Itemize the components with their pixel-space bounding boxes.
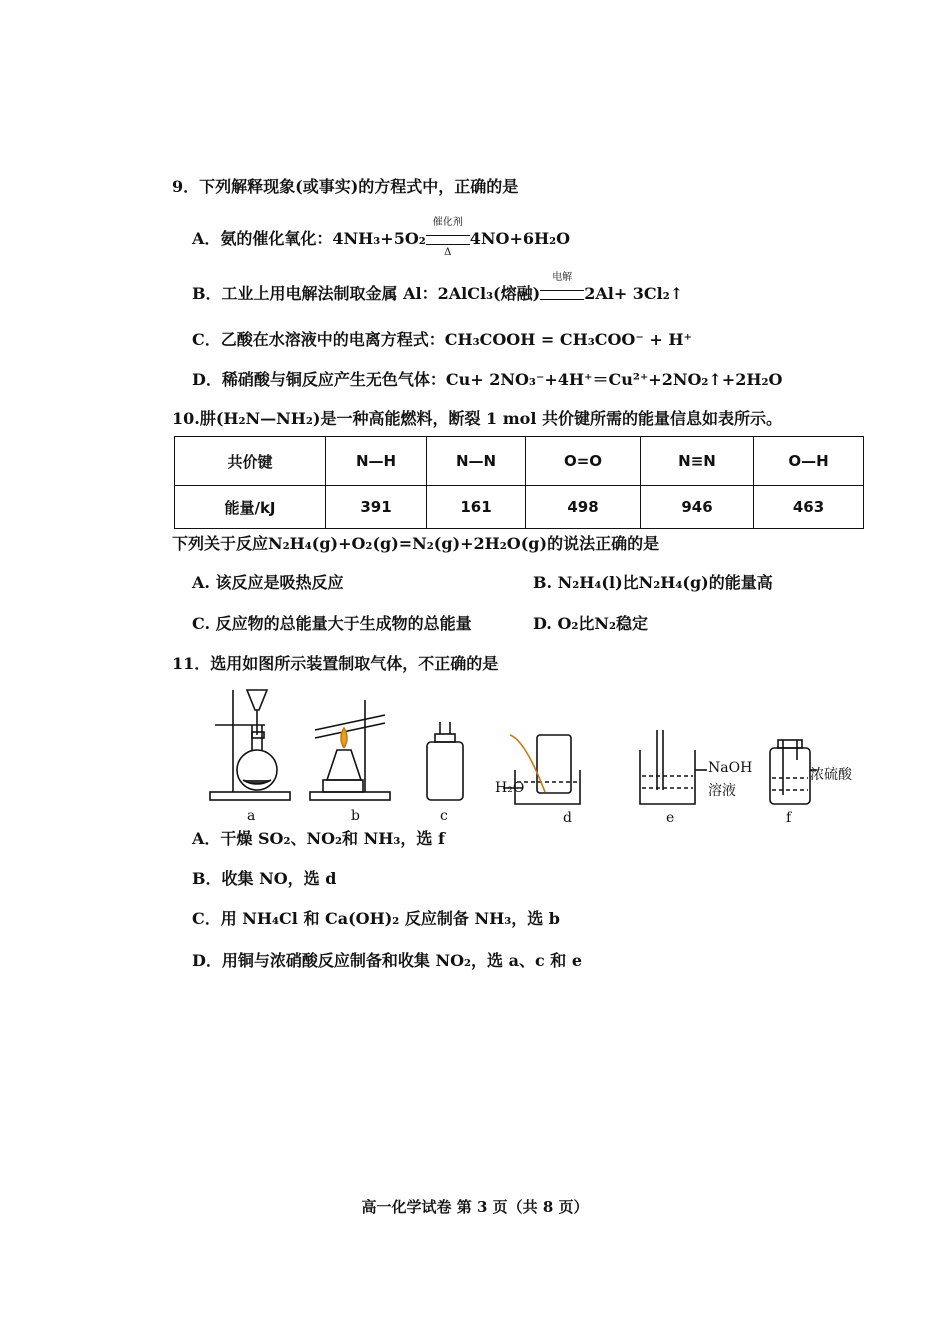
q11-option-b: B．收集 NO，选 d	[192, 869, 337, 888]
q10-option-d: D. O₂比N₂稳定	[533, 614, 649, 633]
table-cell: 391	[326, 486, 427, 529]
figure-label-b: b	[351, 808, 360, 824]
water-label: H₂O	[495, 780, 525, 796]
table-cell: 946	[641, 486, 754, 529]
page-footer: 高一化学试卷 第 3 页（共 8 页）	[361, 1198, 589, 1216]
figure-label-d: d	[563, 810, 572, 826]
table-cell: N—H	[326, 437, 427, 486]
q11-option-c: C．用 NH₄Cl 和 Ca(OH)₂ 反应制备 NH₃，选 b	[192, 909, 560, 928]
bond-energy-table	[174, 436, 864, 529]
apparatus-figure	[205, 680, 885, 830]
figure-label-f: f	[786, 810, 792, 826]
table-row	[175, 486, 864, 529]
equals-bar	[540, 290, 584, 300]
reaction-condition	[540, 272, 584, 305]
q9-b-text: B．工业上用电解法制取金属 Al：2AlCl₃(熔融)	[192, 284, 541, 303]
solution-label: 溶液	[708, 783, 736, 799]
reaction-condition	[426, 217, 470, 258]
figure-label-a: a	[247, 808, 256, 824]
q10-option-b: B. N₂H₄(l)比N₂H₄(g)的能量高	[533, 573, 773, 592]
q10-stem: 10.肼(H₂N—NH₂)是一种高能燃料，断裂 1 mol 共价键所需的能量信息如表所示。	[172, 409, 783, 428]
table-cell: 463	[754, 486, 864, 529]
q9-stem: 9．下列解释现象(或事实)的方程式中，正确的是	[172, 177, 519, 196]
electrolysis-label: 电解	[552, 272, 573, 283]
table-cell: 共价键	[175, 437, 326, 486]
table-cell: N≡N	[641, 437, 754, 486]
table-header-row	[175, 437, 864, 486]
q10-option-c: C. 反应物的总能量大于生成物的总能量	[192, 614, 472, 633]
q9-option-b	[192, 272, 684, 305]
q11-option-a: A．干燥 SO₂、NO₂和 NH₃，选 f	[192, 829, 445, 848]
table-cell: 161	[427, 486, 526, 529]
naoh-label: NaOH	[708, 760, 753, 776]
q10-sub-stem: 下列关于反应N₂H₄(g)+O₂(g)=N₂(g)+2H₂O(g)的说法正确的是	[172, 534, 660, 553]
q11-stem: 11．选用如图所示装置制取气体，不正确的是	[172, 654, 499, 673]
q10-option-a: A. 该反应是吸热反应	[192, 573, 344, 592]
apparatus-e	[640, 730, 707, 804]
q9-option-d: D．稀硝酸与铜反应产生无色气体：Cu+ 2NO₃⁻+4H⁺＝Cu²⁺+2NO₂↑+2H₂O	[192, 370, 783, 389]
apparatus-b	[310, 700, 390, 800]
heat-label: Δ	[444, 247, 452, 258]
apparatus-a	[210, 690, 290, 800]
q9-a-products: 4NO+6H₂O	[469, 229, 571, 248]
catalyst-label: 催化剂	[432, 217, 463, 228]
apparatus-c	[427, 722, 463, 800]
table-cell: O—H	[754, 437, 864, 486]
q9-a-text: A．氨的催化氧化：4NH₃+5O₂	[192, 229, 426, 248]
table-cell: 498	[526, 486, 641, 529]
figure-label-e: e	[666, 810, 675, 826]
q9-b-products: 2Al+ 3Cl₂↑	[584, 284, 684, 303]
apparatus-diagram	[205, 680, 885, 830]
q11-option-d: D．用铜与浓硝酸反应制备和收集 NO₂，选 a、c 和 e	[192, 951, 583, 970]
acid-label: 浓硫酸	[810, 767, 852, 783]
table-cell: N—N	[427, 437, 526, 486]
table-cell: O=O	[526, 437, 641, 486]
q9-option-c: C．乙酸在水溶液中的电离方程式：CH₃COOH = CH₃COO⁻ + H⁺	[192, 330, 692, 349]
table-cell: 能量/kJ	[175, 486, 326, 529]
figure-label-c: c	[440, 808, 448, 824]
q9-option-a	[192, 217, 571, 258]
